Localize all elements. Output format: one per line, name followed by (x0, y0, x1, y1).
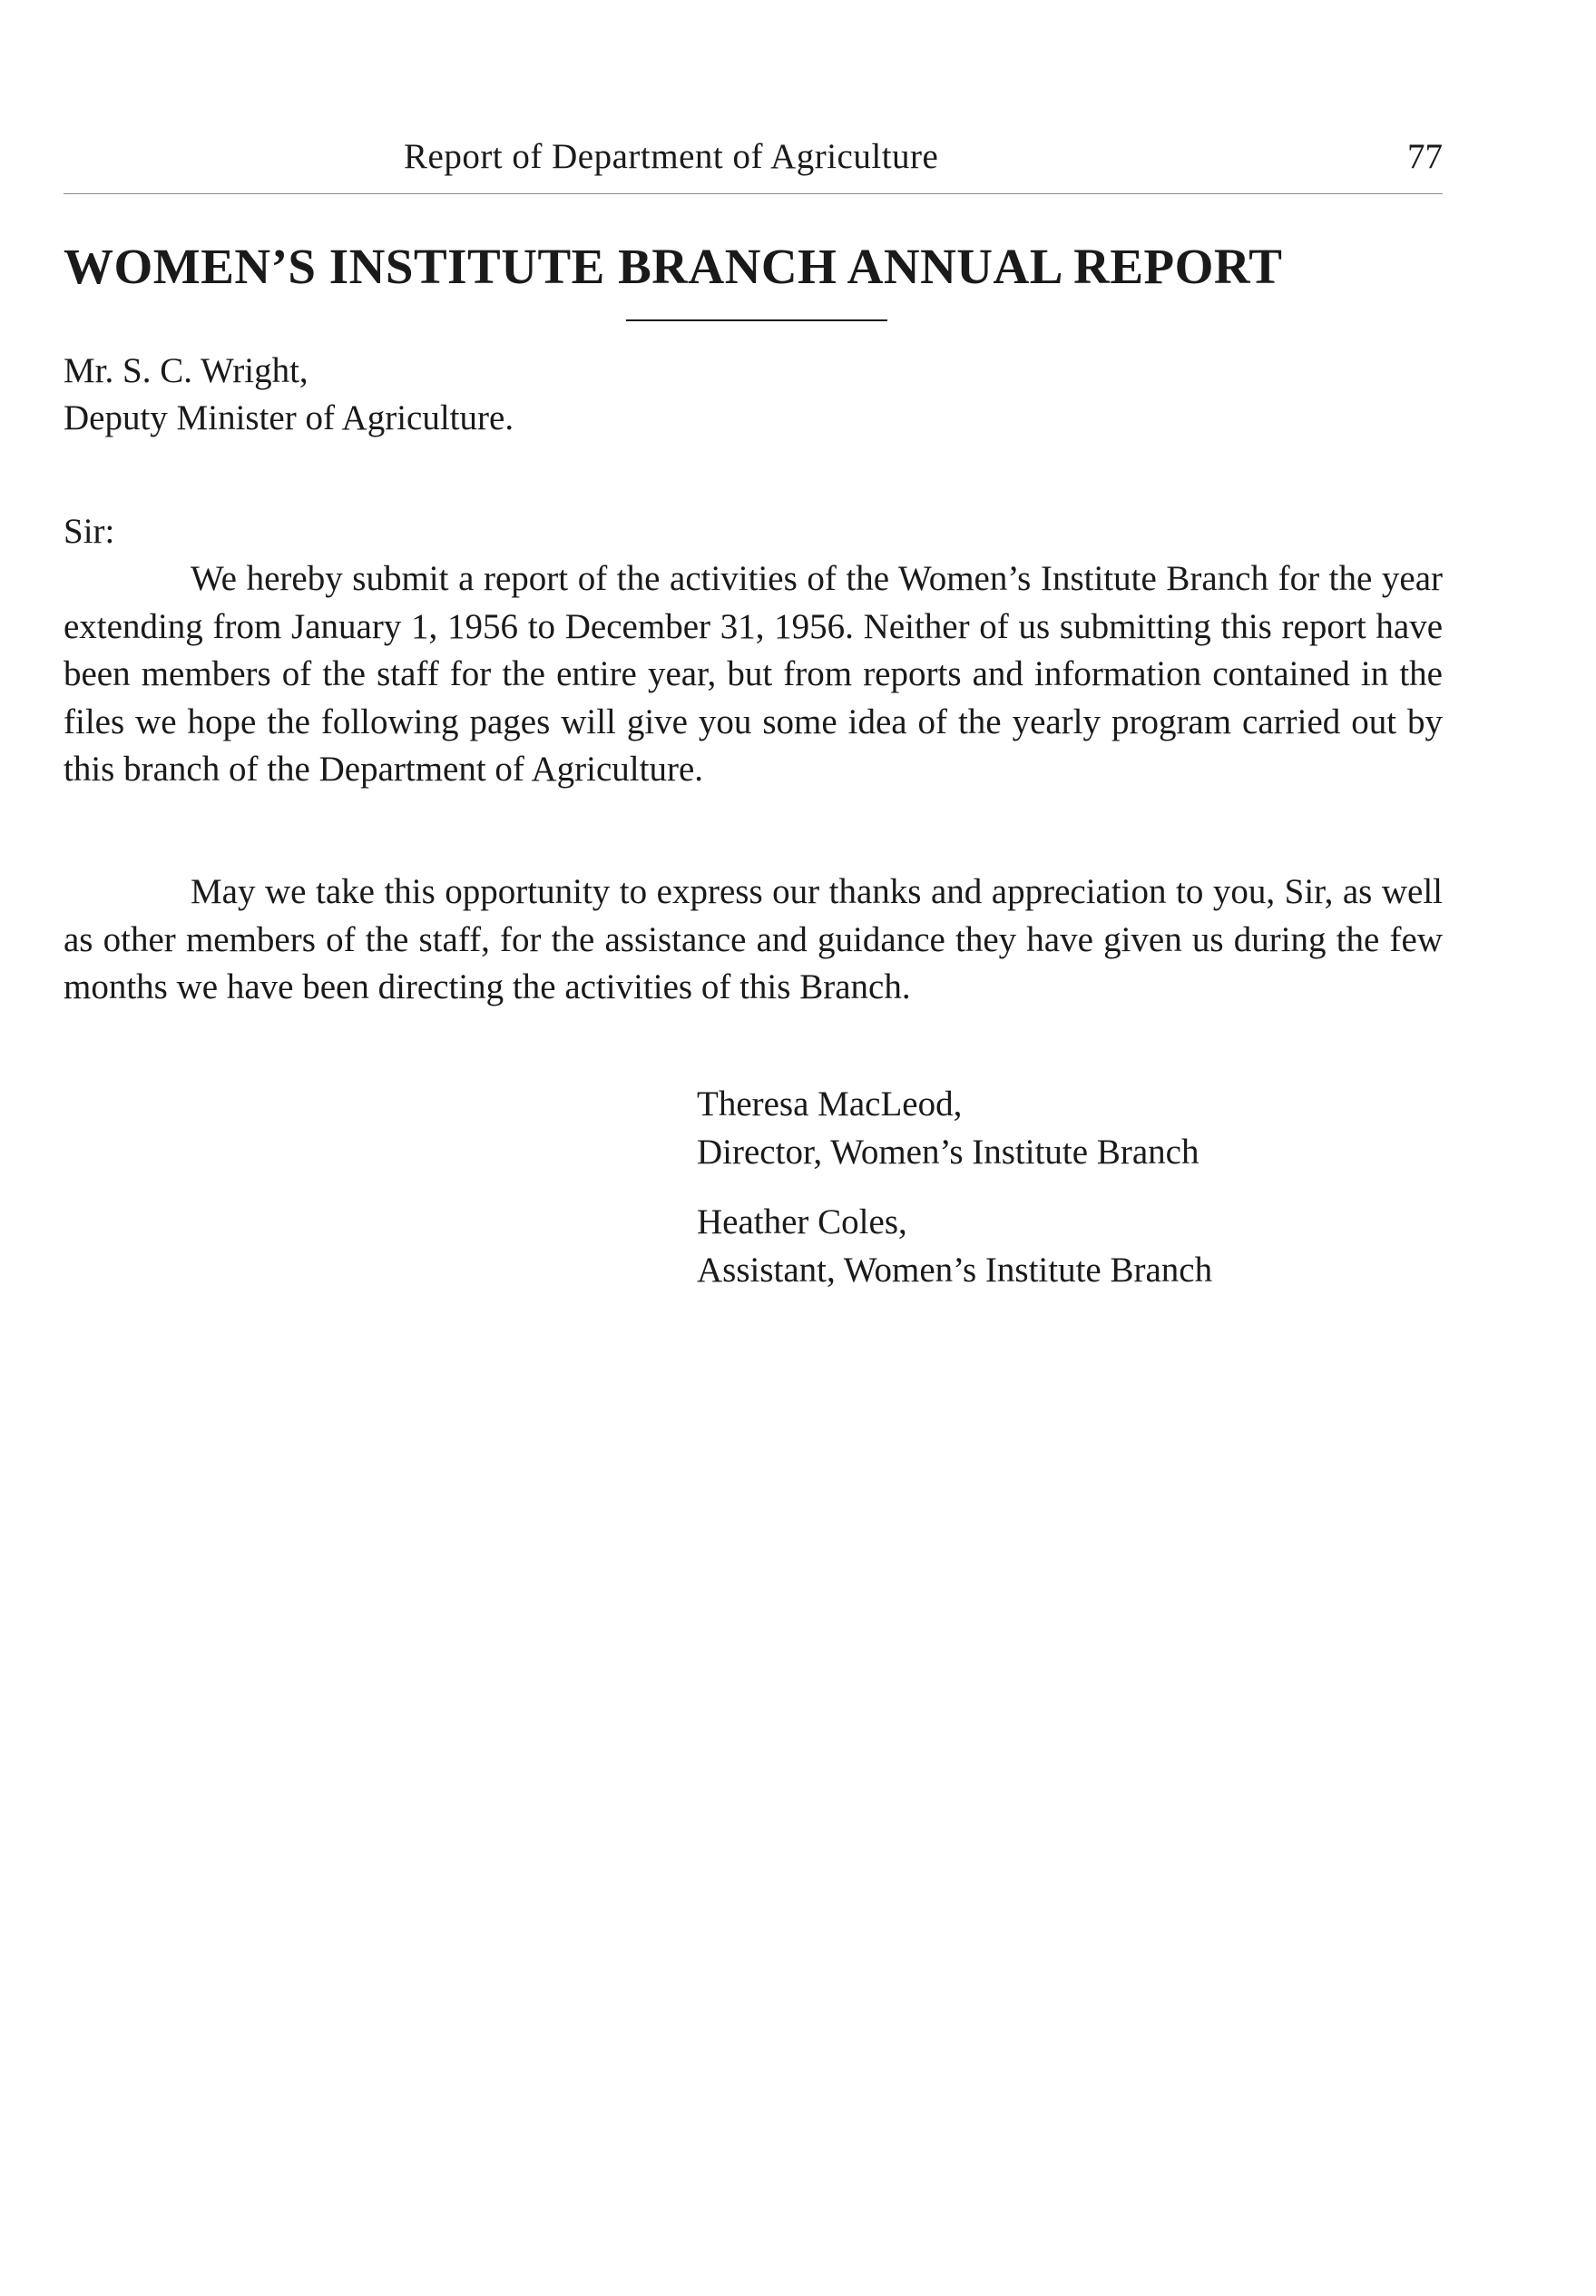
addressee-name: Mr. S. C. Wright, (64, 351, 308, 390)
running-head-title: Report of Department of Agriculture (404, 137, 939, 176)
running-head (64, 136, 1443, 191)
salutation: Sir: (64, 512, 115, 551)
addressee-block (64, 348, 514, 442)
body-paragraph-2: May we take this opportunity to express our thanks and appreciation to you, Sir, as well as other members of the staff, for the assistance and guidance they have given us during the few months we have been directing the activities of this Branch. (64, 872, 1443, 1006)
signatory-name: Heather Coles, (697, 1202, 907, 1241)
document-title: WOMEN’S INSTITUTE BRANCH ANNUAL REPORT (64, 239, 1283, 294)
addressee-position: Deputy Minister of Agriculture. (64, 398, 514, 437)
signatory-title: Assistant, Women’s Institute Branch (697, 1251, 1213, 1290)
signature-block-assistant (697, 1198, 1212, 1294)
body-paragraph-1: We hereby submit a report of the activities of the Women’s Institute Branch for the year extending from January 1, 1956 to December 31, 1956. Neither of us submitting this report have been members of the staff for the entire year, but from reports and information contained in the files we hope the following pages will give you some idea of the yearly program carried out by this branch of the Department of Agriculture. (64, 559, 1443, 789)
page-number: 77 (1407, 137, 1443, 176)
signatory-title: Director, Women’s Institute Branch (697, 1133, 1199, 1172)
header-rule (64, 193, 1443, 194)
signature-block-director (697, 1080, 1199, 1176)
signatory-name: Theresa MacLeod, (697, 1084, 963, 1123)
title-underline-rule (626, 319, 887, 321)
